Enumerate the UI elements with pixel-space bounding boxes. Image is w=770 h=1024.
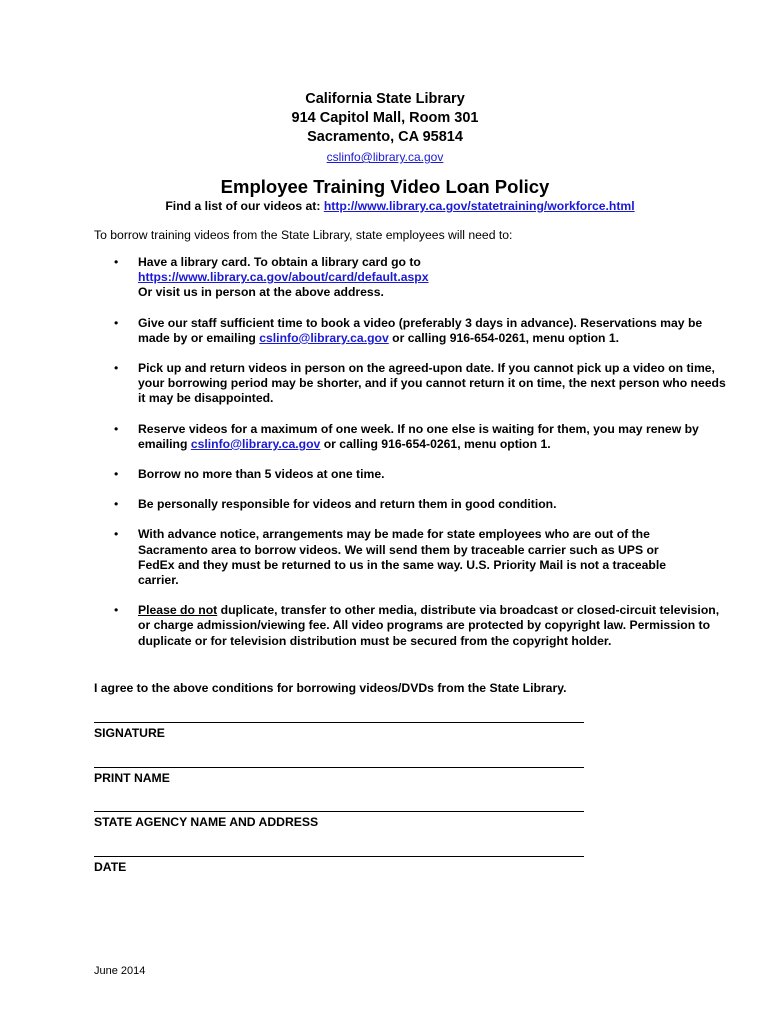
library-street: 914 Capitol Mall, Room 301 (291, 110, 479, 126)
bullet-text: or calling 916-654-0261, menu option 1. (388, 330, 620, 345)
list-item (94, 497, 734, 512)
signature-line[interactable] (94, 722, 584, 723)
library-header (0, 90, 770, 166)
bullet-icon: • (114, 603, 119, 618)
header-email-link[interactable]: cslinfo@library.ca.gov (326, 150, 444, 164)
video-list-link[interactable]: http://www.library.ca.gov/statetraining/workforce.html (323, 199, 635, 213)
list-item (94, 603, 734, 649)
print-name-label: PRINT NAME (94, 771, 170, 785)
list-item (94, 422, 734, 452)
list-item (94, 316, 734, 346)
bullet-text: or calling 916-654-0261, menu option 1. (320, 436, 551, 451)
library-card-link[interactable]: https://www.library.ca.gov/about/card/default.aspx (138, 270, 429, 285)
bullet-text: Or visit us in person at the above address. (138, 285, 384, 300)
bullet-icon: • (114, 497, 119, 512)
date-field[interactable] (94, 856, 584, 875)
list-item (94, 527, 734, 588)
bullet-icon: • (114, 527, 119, 542)
bullet-text: duplicate, transfer to other media, distribute via broadcast or closed-circuit television, or charge admission/viewing fee. All video programs are protected by copyright law. Permission to duplicate or for television distribution must be secured from the copyright holder. (138, 603, 720, 648)
email-link[interactable]: cslinfo@library.ca.gov (190, 436, 321, 451)
intro-text: To borrow training videos from the State Library, state employees will need to: (94, 228, 513, 242)
date-line[interactable] (94, 856, 584, 857)
policy-list (94, 255, 734, 664)
bullet-text: Have a library card. To obtain a library card go to (138, 255, 421, 269)
print-name-line[interactable] (94, 767, 584, 768)
bullet-icon: • (114, 361, 119, 376)
library-name: California State Library (305, 91, 465, 107)
please-do-not-text: Please do not (138, 603, 218, 618)
bullet-icon: • (114, 467, 119, 482)
email-link[interactable]: cslinfo@library.ca.gov (259, 330, 389, 345)
list-item (94, 255, 734, 301)
date-label: DATE (94, 860, 127, 874)
library-city: Sacramento, CA 95814 (307, 129, 463, 145)
agency-line[interactable] (94, 811, 584, 812)
footer-date: June 2014 (94, 965, 146, 977)
signature-label: SIGNATURE (94, 726, 165, 740)
signature-field[interactable] (94, 722, 584, 741)
find-list-prefix: Find a list of our videos at: (165, 199, 324, 213)
bullet-text: With advance notice, arrangements may be made for state employees who are out of the Sacramento area to borrow videos. We will send them by traceable carrier such as UPS or FedEx and they must be returned to us in the same way. U.S. Priority Mail is not a traceable carrier. (138, 527, 667, 588)
agency-label: STATE AGENCY NAME AND ADDRESS (94, 815, 319, 829)
agreement-statement: I agree to the above conditions for borrowing videos/DVDs from the State Library. (94, 681, 567, 695)
find-list-line (0, 198, 770, 214)
list-item (94, 467, 734, 482)
bullet-icon: • (114, 315, 119, 330)
list-item (94, 361, 734, 407)
bullet-text: Pick up and return videos in person on the agreed-upon date. If you cannot pick up a video on time, your borrowing period may be shorter, and if you cannot return it on time, the next person who needs it may be disappointed. (138, 361, 726, 406)
bullet-icon: • (114, 255, 119, 269)
bullet-text: Borrow no more than 5 videos at one time. (138, 467, 385, 482)
agency-field[interactable] (94, 811, 584, 830)
bullet-text: Be personally responsible for videos and return them in good condition. (138, 497, 557, 512)
print-name-field[interactable] (94, 767, 584, 786)
bullet-text: Reserve videos for a maximum of one week. If no one else is waiting for them, you may renew by emailing (138, 421, 699, 451)
bullet-icon: • (114, 421, 119, 436)
bullet-text: Give our staff sufficient time to book a video (preferably 3 days in advance). Reservations may be made by or emailing (138, 315, 703, 345)
page-title: Employee Training Video Loan Policy (220, 176, 550, 197)
